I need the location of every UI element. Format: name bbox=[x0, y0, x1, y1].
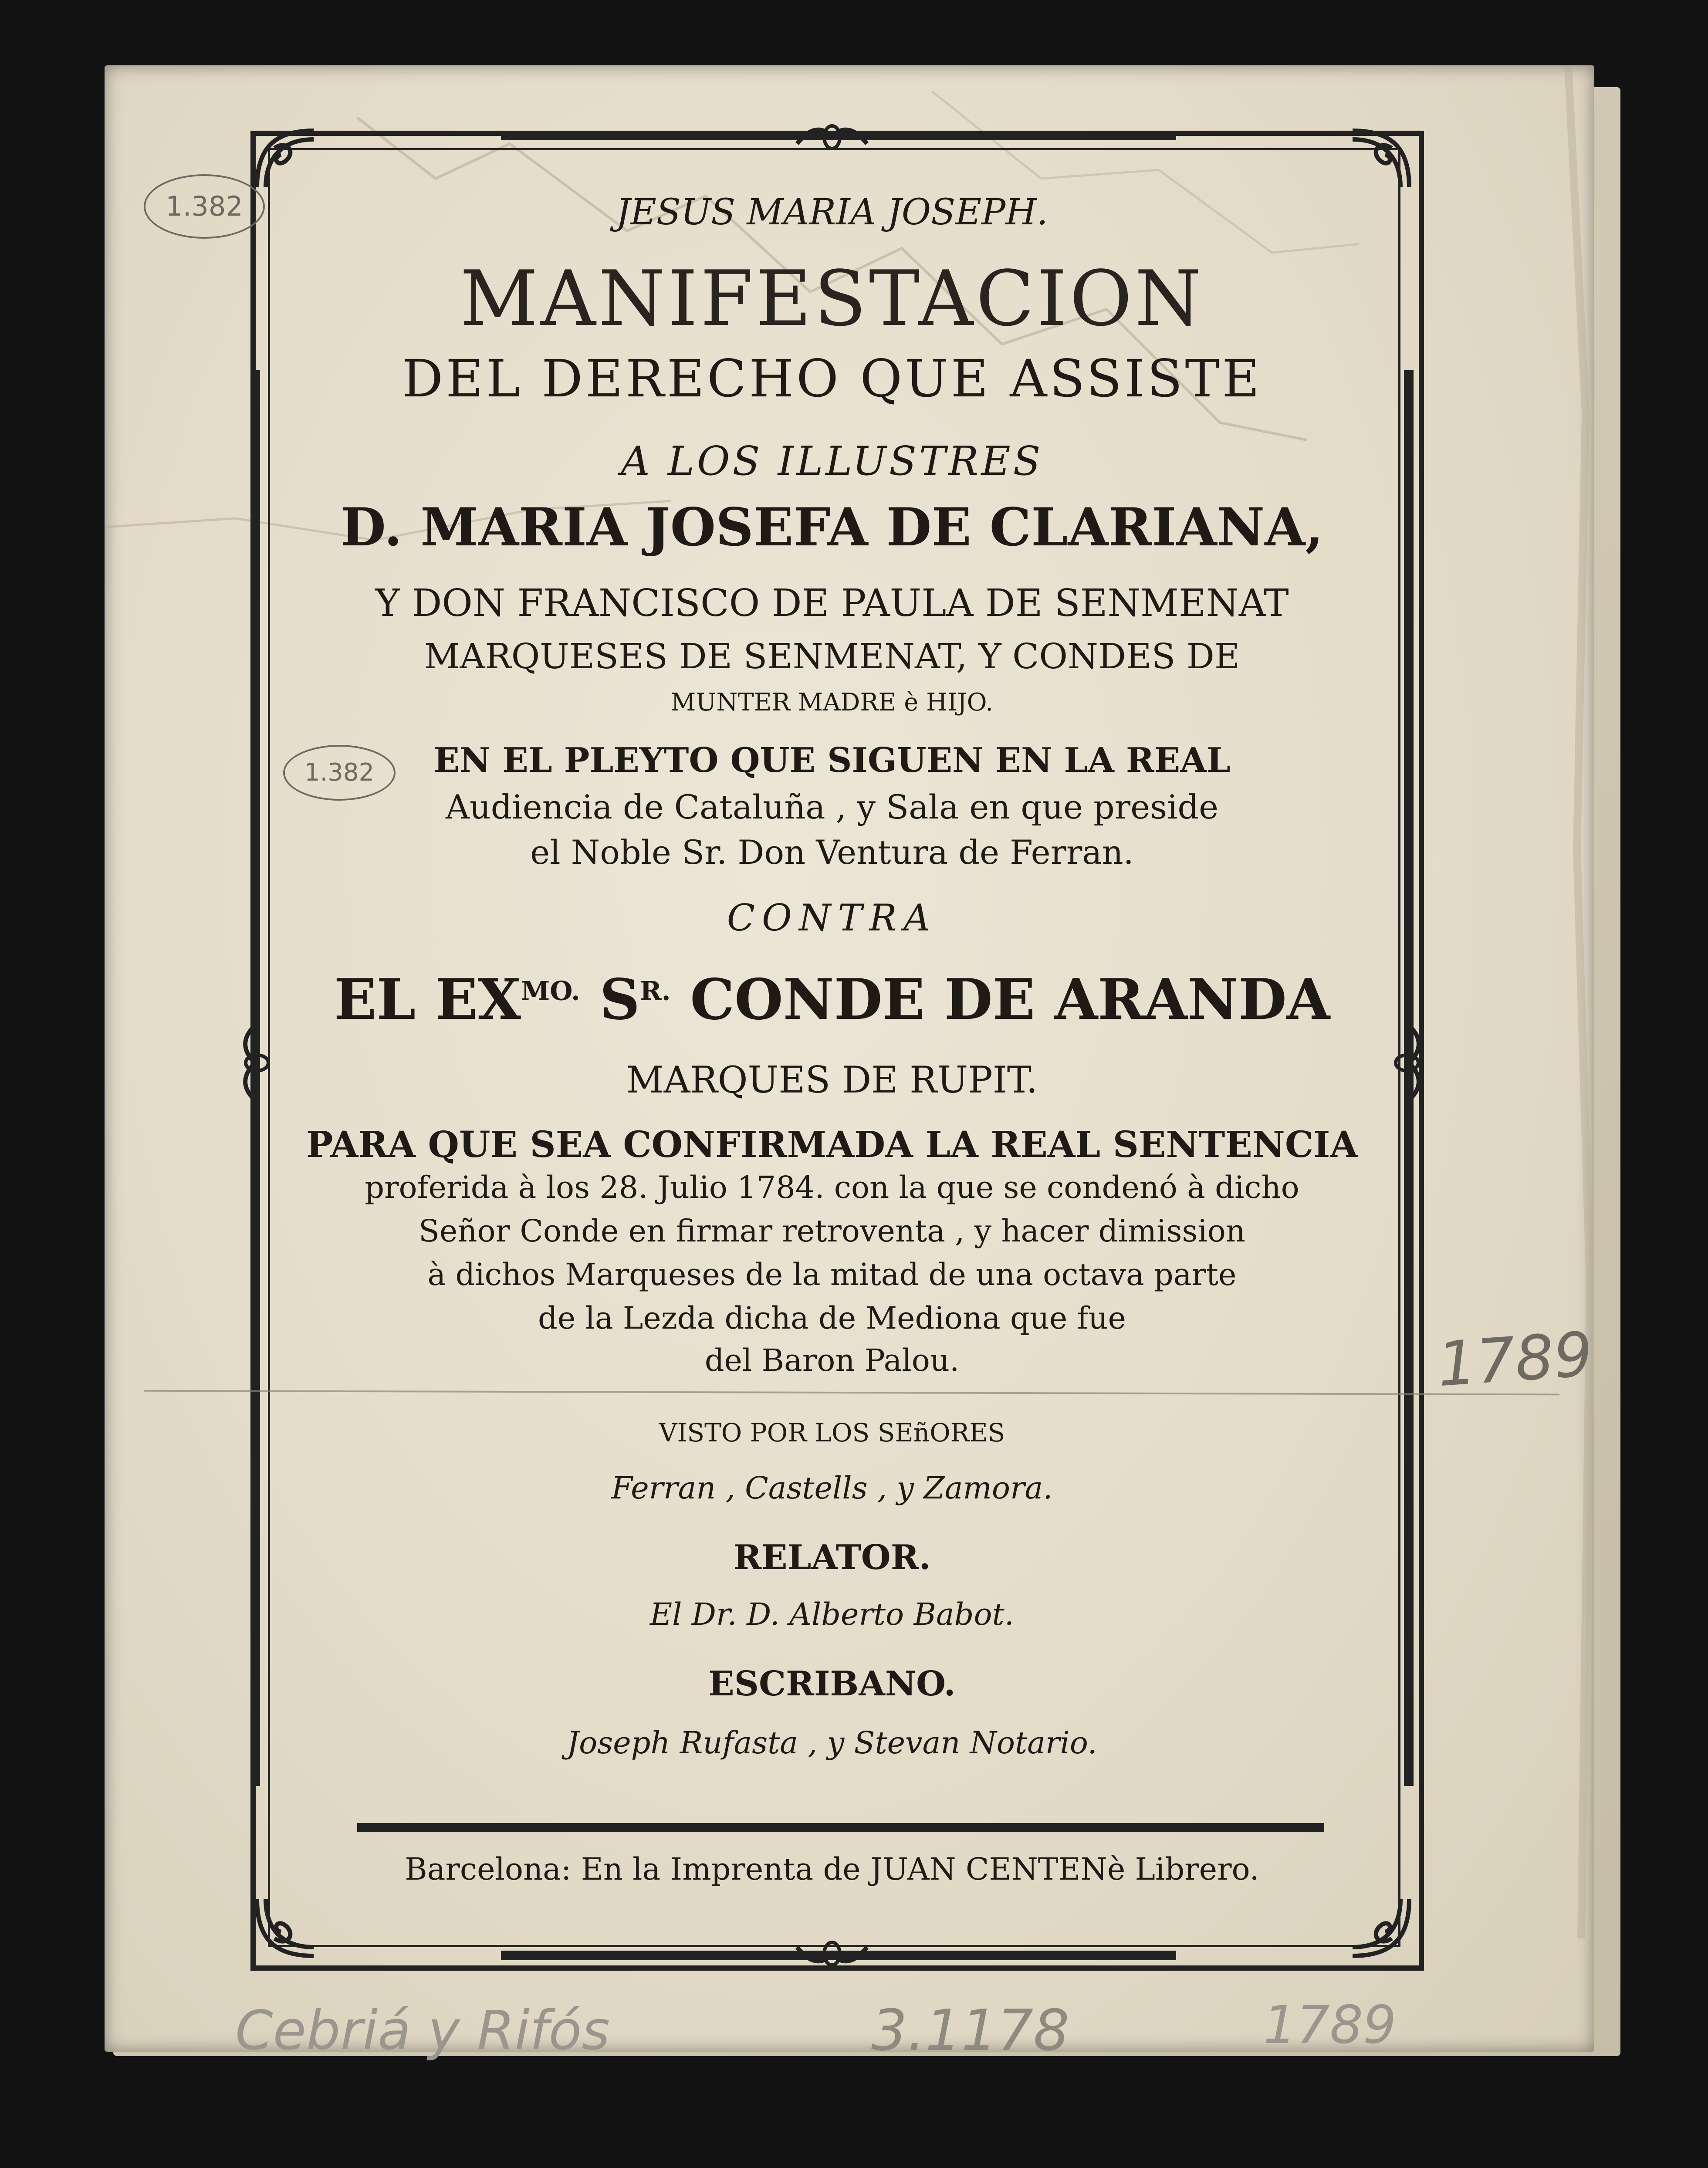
top-center-ornament bbox=[793, 118, 871, 157]
title-manifestacion: MANIFESTACION bbox=[460, 255, 1204, 343]
relator-label: RELATOR. bbox=[733, 1538, 931, 1577]
lawsuit-line-2: Audiencia de Cataluña , y Sala en que preside bbox=[445, 788, 1219, 826]
seen-by-label: VISTO POR LOS SEñORES bbox=[659, 1418, 1005, 1448]
bottom-mid-annotation: 3.1178 bbox=[871, 1997, 1069, 2063]
name-line-1: D. MARIA JOSEFA DE CLARIANA, bbox=[340, 497, 1324, 558]
purpose-line-6: del Baron Palou. bbox=[704, 1343, 960, 1378]
clerk-label: ESCRIBANO. bbox=[708, 1664, 956, 1704]
relator-name: El Dr. D. Alberto Babot. bbox=[650, 1596, 1014, 1632]
bottom-left-annotation: Cebriá y Rifós bbox=[235, 1999, 610, 2062]
name-line-2: Y DON FRANCISCO DE PAULA DE SENMENAT bbox=[375, 582, 1289, 625]
corner-ornament-bottom-left bbox=[248, 1891, 322, 1965]
name-line-4: MUNTER MADRE è HIJO. bbox=[670, 688, 994, 717]
catalog-number-mid: 1.382 bbox=[283, 745, 396, 801]
purpose-line-1: PARA QUE SEA CONFIRMADA LA REAL SENTENCIA bbox=[306, 1124, 1358, 1166]
lawsuit-line-1: EN EL PLEYTO QUE SIGUEN EN LA REAL bbox=[433, 741, 1231, 780]
catalog-number-top: 1.382 bbox=[144, 174, 265, 239]
corner-ornament-top-right bbox=[1344, 122, 1418, 196]
clerks: Joseph Rufasta , y Stevan Notario. bbox=[567, 1725, 1097, 1761]
title-line-3: A LOS ILLUSTRES bbox=[621, 438, 1043, 484]
imprint: Barcelona: En la Imprenta de JUAN CENTENè Librero. bbox=[405, 1851, 1259, 1887]
purpose-line-2: proferida à los 28. Julio 1784. con la que se condenó à dicho bbox=[365, 1170, 1299, 1205]
opponent-rest: CONDE DE ARANDA bbox=[670, 967, 1330, 1032]
opponent-sup-2: R. bbox=[639, 976, 671, 1007]
bottom-center-ornament bbox=[793, 1934, 871, 1973]
purpose-line-3: Señor Conde en firmar retroventa , y hacer dimission bbox=[419, 1213, 1245, 1249]
lawsuit-line-3: el Noble Sr. Don Ventura de Ferran. bbox=[530, 833, 1134, 872]
name-line-3: MARQUESES DE SENMENAT, Y CONDES DE bbox=[424, 636, 1240, 676]
rule-line bbox=[357, 1823, 1324, 1832]
purpose-line-5: de la Lezda dicha de Mediona que fue bbox=[538, 1300, 1126, 1336]
contra: CONTRA bbox=[727, 896, 937, 939]
bottom-right-annotation: 1789 bbox=[1263, 1995, 1397, 2056]
heading-jesus-maria-joseph: JESUS MARIA JOSEPH. bbox=[616, 192, 1048, 233]
opponent-title: MARQUES DE RUPIT. bbox=[626, 1059, 1038, 1101]
corner-ornament-top-left bbox=[248, 122, 322, 196]
year-margin: 1789 bbox=[1435, 1319, 1595, 1401]
left-center-ornament bbox=[237, 1019, 277, 1106]
right-center-ornament bbox=[1387, 1019, 1427, 1106]
opponent-line bbox=[305, 967, 1359, 1032]
title-line-2: DEL DERECHO QUE ASSISTE bbox=[402, 348, 1262, 409]
opponent-prefix: EL EX bbox=[334, 967, 521, 1032]
corner-ornament-bottom-right bbox=[1344, 1891, 1418, 1965]
purpose-line-4: à dichos Marqueses de la mitad de una octava parte bbox=[427, 1257, 1237, 1292]
judges: Ferran , Castells , y Zamora. bbox=[611, 1470, 1053, 1506]
opponent-sup-1: MO. bbox=[521, 976, 580, 1007]
opponent-mid: S bbox=[580, 967, 640, 1032]
